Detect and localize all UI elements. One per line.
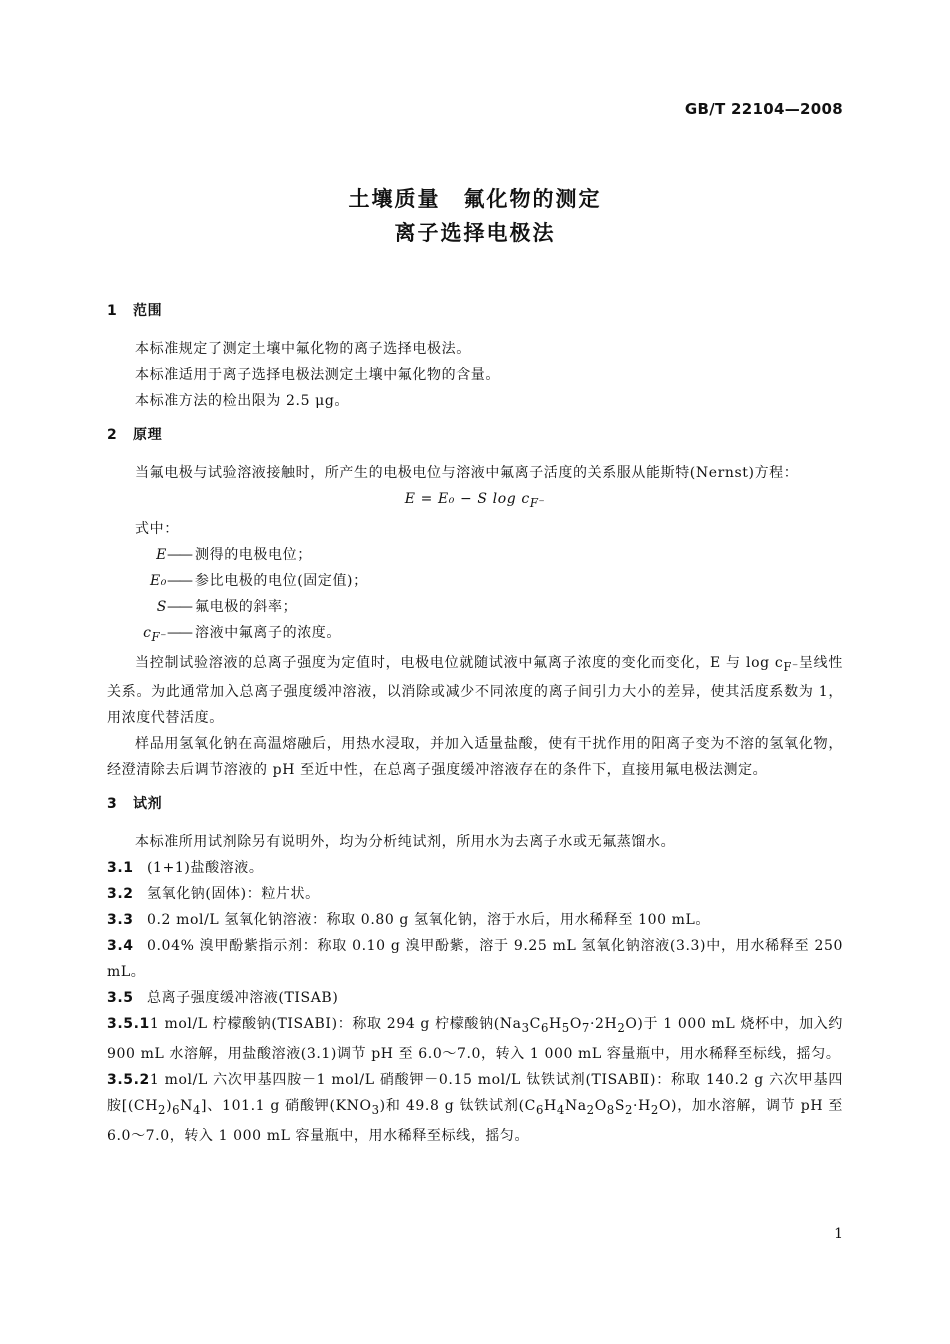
section-title: 原理 xyxy=(133,427,163,443)
paragraph: 本标准规定了测定土壤中氟化物的离子选择电极法。 xyxy=(135,341,471,357)
section-number: 3 xyxy=(107,796,118,813)
reagent-item: 3.4 0.04% 溴甲酚紫指示剂：称取 0.10 g 溴甲酚紫，溶于 9.25 mL 氢氧化钠溶液(3.3)中，用水稀释至 250 mL。 xyxy=(107,938,843,981)
definition-item: S —— 氟电极的斜率； xyxy=(156,598,298,615)
definition-item: $c_{F^-}$ —— 溶液中氟离子的浓度。 xyxy=(143,624,341,644)
section-number: 2 xyxy=(107,427,118,443)
document-body xyxy=(107,298,843,1149)
reagent-item: 3.5.11 mol/L 柠檬酸钠(TISABⅠ)：称取 294 g 柠檬酸钠$(Na_3C_6H_5O_7\cdot 2H_2O)$于 1 000 mL 烧杯中，加入约 900 mL 水溶解，用盐酸溶液(3.1)调节 pH 至 6.0～7.0，转入 1 000 mL 容量瓶中，用水稀释至标线，摇匀。 xyxy=(107,1016,843,1063)
section-number: 1 xyxy=(107,303,118,319)
paragraph: 当控制试验溶液的总离子强度为定值时，电极电位就随试液中氟离子浓度的变化而变化，E 与 $\log c_{F^-}$呈线性关系。为此通常加入总离子强度缓冲溶液，以消除或减少不同浓度的离子间引力大小的差异，使其活度系数为 1，用浓度代替活度。 xyxy=(107,654,843,727)
section-1-heading xyxy=(107,298,843,324)
section-title: 范围 xyxy=(133,303,163,319)
paragraph: 当氟电极与试验溶液接触时，所产生的电极电位与溶液中氟离子活度的关系服从能斯特(Nernst)方程： xyxy=(135,465,799,481)
paragraph: 本标准适用于离子选择电极法测定土壤中氟化物的含量。 xyxy=(135,367,500,383)
title-line-1: 土壤质量 氟化物的测定 xyxy=(348,187,602,211)
definition-item: E₀ —— 参比电极的电位(固定值)； xyxy=(149,572,368,589)
nernst-formula: E = E₀ − S $\log c_{F^-}$ xyxy=(404,491,546,510)
reagent-item: 3.1 (1+1)盐酸溶液。 xyxy=(107,860,264,877)
section-3-heading xyxy=(107,791,843,817)
definition-item: E —— 测得的电极电位； xyxy=(156,546,312,563)
reagent-item: 3.5 总离子强度缓冲溶液(TISAB) xyxy=(107,990,339,1007)
paragraph: 样品用氢氧化钠在高温熔融后，用热水浸取，并加入适量盐酸，使有干扰作用的阳离子变为不溶的氢氧化物，经澄清除去后调节溶液的 pH 至近中性，在总离子强度缓冲溶液存在的条件下，直接用氟电极法测定。 xyxy=(107,736,843,779)
reagent-item: 3.3 0.2 mol/L 氢氧化钠溶液：称取 0.80 g 氢氧化钠，溶于水后，用水稀释至 100 mL。 xyxy=(107,912,711,929)
title-line-2: 离子选择电极法 xyxy=(394,221,556,245)
section-2-heading xyxy=(107,422,843,448)
document-title xyxy=(0,182,950,250)
where-label: 式中： xyxy=(135,520,179,537)
paragraph: 本标准所用试剂除另有说明外，均为分析纯试剂，所用水为去离子水或无氟蒸馏水。 xyxy=(135,834,676,851)
page-number: 1 xyxy=(834,1226,843,1242)
paragraph: 本标准方法的检出限为 2.5 μg。 xyxy=(135,393,350,409)
reagent-item: 3.5.21 mol/L 六次甲基四胺－1 mol/L 硝酸钾－0.15 mol/L 钛铁试剂(TISABⅡ)：称取 140.2 g 六次甲基四胺$[(CH_2)_6N_4]$、101.1 g 硝酸钾$(KNO_3)$和 49.8 g 钛铁试剂$(C_6H_4Na_2O_8S_2\cdot H_2O)$，加水溶解，调节 pH 至 6.0～7.0，转入 1 000 mL 容量瓶中，用水稀释至标线，摇匀。 xyxy=(107,1072,843,1144)
standard-number: GB/T 22104—2008 xyxy=(684,100,843,118)
reagent-item: 3.2 氢氧化钠(固体)：粒片状。 xyxy=(107,886,320,903)
definition-list xyxy=(107,542,843,650)
section-title: 试剂 xyxy=(133,796,163,813)
